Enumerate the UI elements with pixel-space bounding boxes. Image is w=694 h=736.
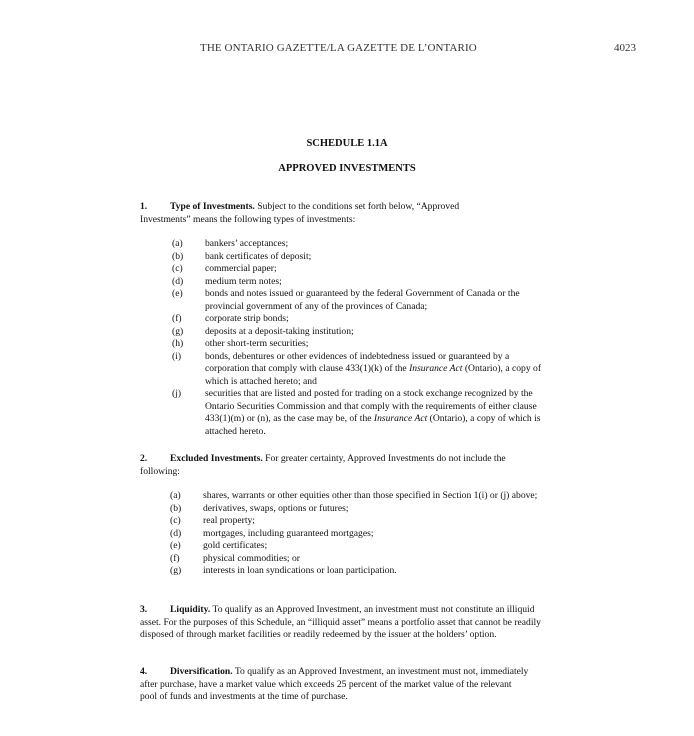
list-item-text: real property; (203, 515, 255, 526)
section-2 (140, 453, 540, 478)
section-2-number: 2. (140, 453, 148, 464)
list-item-label: (d) (172, 275, 184, 287)
schedule-title: SCHEDULE 1.1A (306, 138, 388, 149)
list-item-text: bank certificates of deposit; (205, 250, 312, 262)
list-item-text: gold certificates; (203, 540, 268, 551)
section-4 (140, 666, 530, 704)
section-3-text: To qualify as an Approved Investment, an investment must not constitute an illiquid asset. For the purposes of this Schedule, an “illiquid asset” means a portfolio asset that cannot be readily disposed of through market facilities or readily redeemed by the issuer at the holders’ option. (140, 604, 541, 640)
list-item (172, 251, 545, 264)
list-item-label: (g) (170, 565, 182, 576)
list-item-text: bankers’ acceptances; (205, 238, 289, 249)
list-item-label: (c) (170, 515, 181, 526)
list-item-label: (h) (172, 338, 184, 349)
section-2-heading: Excluded Investments. (170, 453, 263, 464)
page-number: 4023 (614, 42, 636, 54)
list-item (170, 553, 538, 566)
section-1-list (172, 238, 545, 438)
schedule-subtitle: APPROVED INVESTMENTS (278, 163, 416, 174)
list-item (170, 528, 538, 541)
list-item (170, 515, 538, 528)
list-item-label: (f) (170, 552, 180, 564)
list-item (172, 238, 545, 251)
list-item-text: mortgages, including guaranteed mortgages; (203, 527, 374, 539)
list-item-label: (b) (172, 250, 184, 262)
list-item-text: other short-term securities; (205, 338, 309, 349)
list-item-label: (e) (170, 540, 181, 551)
list-item-text: securities that are listed and posted for trading on a stock exchange recognized by the Ontario Securities Commission and that comply with the requirements of either clause 433(1)(m) or (n), as the case may be, of the Insurance Act (Ontario), a copy of which is attached hereto. (205, 388, 541, 437)
section-1 (140, 201, 510, 226)
list-item (170, 490, 538, 503)
list-item-text: corporate strip bonds; (205, 313, 289, 324)
list-item-text: bonds and notes issued or guaranteed by the federal Government of Canada or the provincial government of any of the provinces of Canada; (205, 288, 520, 312)
list-item-label: (f) (172, 313, 182, 324)
list-item-text: shares, warrants or other equities other than those specified in Section 1(i) or (j) above; (203, 490, 538, 501)
list-item-label: (a) (170, 490, 181, 501)
list-item (172, 313, 545, 326)
list-item-label: (g) (172, 325, 184, 337)
list-item-label: (b) (170, 502, 182, 514)
list-item (170, 565, 538, 578)
gazette-title: THE ONTARIO GAZETTE/LA GAZETTE DE L’ONTARIO (200, 42, 477, 54)
section-1-text: Subject to the conditions set forth below, “Approved Investments” means the following types of investments: (140, 201, 460, 225)
list-item (170, 540, 538, 553)
list-item-text: deposits at a deposit-taking institution; (205, 325, 354, 337)
section-2-text: For greater certainty, Approved Investments do not include the following: (140, 453, 506, 477)
list-item (172, 288, 545, 313)
section-4-text: To qualify as an Approved Investment, an investment must not, immediately after purchase, have a market value which exceeds 25 percent of the market value of the relevant pool of funds and investments at the time of purchase. (140, 666, 529, 702)
list-item-label: (c) (172, 263, 183, 274)
list-item-label: (i) (172, 350, 182, 362)
list-item-text: interests in loan syndications or loan participation. (203, 565, 397, 576)
section-2-list (170, 490, 538, 578)
list-item-text: bonds, debentures or other evidences of indebtedness issued or guaranteed by a corporation that comply with clause 433(1)(k) of the Insurance Act (Ontario), a copy of which is attached hereto; and (205, 350, 542, 387)
list-item-label: (a) (172, 238, 183, 249)
list-item-label: (j) (172, 388, 182, 399)
list-item (170, 503, 538, 516)
section-4-number: 4. (140, 666, 148, 677)
list-item (172, 276, 545, 289)
section-1-heading: Type of Investments. (170, 201, 255, 212)
list-item (172, 351, 545, 389)
list-item-text: commercial paper; (205, 263, 277, 274)
list-item (172, 388, 545, 438)
section-1-number: 1. (140, 201, 148, 212)
list-item-label: (e) (172, 288, 183, 299)
list-item (172, 263, 545, 276)
section-3 (140, 604, 545, 642)
list-item-text: derivatives, swaps, options or futures; (203, 502, 349, 514)
list-item-label: (d) (170, 527, 182, 539)
list-item-text: medium term notes; (205, 275, 282, 287)
section-3-heading: Liquidity. (170, 604, 211, 615)
list-item (172, 326, 545, 339)
section-4-heading: Diversification. (170, 666, 233, 677)
section-3-number: 3. (140, 604, 148, 615)
list-item-text: physical commodities; or (203, 552, 300, 564)
list-item (172, 338, 545, 351)
